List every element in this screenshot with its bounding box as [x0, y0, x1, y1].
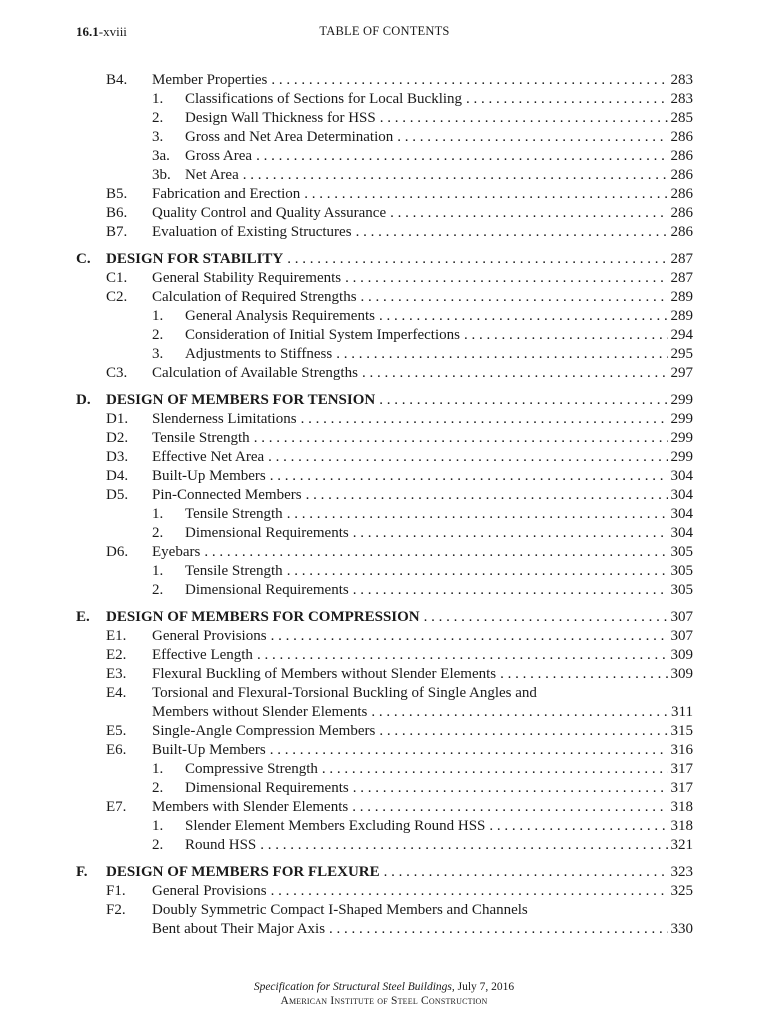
dot-leader — [362, 364, 668, 383]
toc-entry-page: 297 — [670, 365, 693, 381]
toc-entry-line — [152, 722, 693, 741]
toc-entry-label: D4. — [106, 468, 129, 484]
dot-leader — [254, 429, 668, 448]
dot-leader — [306, 486, 668, 505]
toc-entry[interactable] — [0, 109, 768, 128]
toc-entry-line — [185, 345, 693, 364]
toc-entry-title: Member Properties — [152, 72, 268, 88]
toc-entry[interactable] — [0, 204, 768, 223]
toc-entry-line — [152, 269, 693, 288]
toc-entry-page: 286 — [670, 186, 693, 202]
toc-entry-title: Slender Element Members Excluding Round HSS — [185, 818, 486, 834]
toc-entry-line — [106, 863, 693, 882]
toc-entry-page: 315 — [670, 723, 693, 739]
section-number: 16.1 — [76, 24, 99, 39]
toc-entry-label: D3. — [106, 449, 129, 465]
toc-entry-title: Dimensional Requirements — [185, 525, 349, 541]
toc-entry-page: 304 — [670, 468, 693, 484]
toc-entry-label: F. — [76, 864, 88, 880]
dot-leader — [353, 524, 668, 543]
toc-entry-page: 325 — [670, 883, 693, 899]
footer-publication — [0, 980, 768, 994]
toc-entry-page: 318 — [670, 818, 693, 834]
toc-entry[interactable] — [0, 562, 768, 581]
toc-entry[interactable] — [0, 779, 768, 798]
toc-entry-page: 283 — [670, 72, 693, 88]
toc-entry-label: E3. — [106, 666, 127, 682]
toc-entry-title: Built-Up Members — [152, 742, 266, 758]
toc-entry-label: 3. — [152, 346, 164, 362]
toc-entry-line — [152, 798, 693, 817]
toc-entry-line — [152, 627, 693, 646]
toc-entry-title: General Analysis Requirements — [185, 308, 375, 324]
toc-entry[interactable] — [0, 429, 768, 448]
toc-entry-page: 299 — [670, 430, 693, 446]
toc-entry-page: 299 — [670, 411, 693, 427]
toc-entry-line — [185, 166, 693, 185]
toc-entry-line — [152, 364, 693, 383]
toc-entry-line — [106, 250, 693, 269]
toc-entry-title: Round HSS — [185, 837, 257, 853]
dot-leader — [379, 307, 668, 326]
running-header — [76, 24, 693, 42]
dot-leader — [489, 817, 667, 836]
toc-entry-line — [185, 779, 693, 798]
toc-entry[interactable] — [0, 128, 768, 147]
toc-entry-label: E4. — [106, 685, 127, 701]
toc-entry-page: 289 — [670, 308, 693, 324]
toc-entry[interactable] — [0, 147, 768, 166]
toc-entry-line — [152, 646, 693, 665]
toc-entry-page: 286 — [670, 205, 693, 221]
toc-entry-page: 316 — [670, 742, 693, 758]
toc-entry-line — [185, 562, 693, 581]
dot-leader — [329, 920, 667, 939]
toc-entry-page: 286 — [670, 224, 693, 240]
toc-entry-label: 1. — [152, 308, 164, 324]
toc-entry-title: Members without Slender Elements — [152, 704, 368, 720]
toc-entry-title: Slenderness Limitations — [152, 411, 297, 427]
toc-entry[interactable] — [0, 920, 768, 939]
toc-entry-page: 283 — [670, 91, 693, 107]
toc-entry-page: 305 — [670, 582, 693, 598]
toc-entry-title: Gross and Net Area Determination — [185, 129, 394, 145]
toc-entry-line — [185, 581, 693, 600]
toc-entry-label: C2. — [106, 289, 128, 305]
dot-leader — [336, 345, 667, 364]
toc-entry-page: 309 — [670, 666, 693, 682]
dot-leader — [204, 543, 667, 562]
toc-entry-title: Dimensional Requirements — [185, 780, 349, 796]
dot-leader — [379, 391, 667, 410]
toc-entry[interactable] — [0, 90, 768, 109]
toc-entry-title: Gross Area — [185, 148, 253, 164]
toc-entry-title: Design Wall Thickness for HSS — [185, 110, 376, 126]
dot-leader — [345, 269, 667, 288]
toc-entry[interactable] — [0, 307, 768, 326]
dot-leader — [257, 646, 668, 665]
dot-leader — [464, 326, 668, 345]
toc-entry-line — [152, 448, 693, 467]
toc-entry-line — [152, 684, 541, 703]
dot-leader — [256, 147, 667, 166]
toc-entry-line — [152, 223, 693, 242]
toc-entry-title: Tensile Strength — [185, 563, 283, 579]
dot-leader — [384, 863, 668, 882]
toc-entry-title: Effective Length — [152, 647, 253, 663]
toc-entry-label: B5. — [106, 186, 128, 202]
toc-entry-line — [185, 128, 693, 147]
dot-leader — [322, 760, 668, 779]
dot-leader — [260, 836, 667, 855]
toc-entry-line — [152, 204, 693, 223]
toc-entry[interactable] — [0, 71, 768, 90]
toc-entry-title: Evaluation of Existing Structures — [152, 224, 352, 240]
dot-leader — [352, 798, 667, 817]
dot-leader — [268, 448, 667, 467]
toc-entry[interactable] — [0, 627, 768, 646]
toc-entry-line — [152, 901, 532, 920]
dot-leader — [270, 467, 668, 486]
toc-entry-label: E5. — [106, 723, 127, 739]
toc-entry-title: Compressive Strength — [185, 761, 318, 777]
toc-entry-label: 1. — [152, 563, 164, 579]
toc-entry-line — [152, 486, 693, 505]
toc-entry-line — [152, 543, 693, 562]
toc-entry-page: 321 — [670, 837, 693, 853]
toc-entry[interactable] — [0, 364, 768, 383]
dot-leader — [304, 185, 667, 204]
dot-leader — [397, 128, 667, 147]
toc-entry[interactable] — [0, 288, 768, 307]
toc-entry-page: 309 — [670, 647, 693, 663]
toc-entry-page: 295 — [670, 346, 693, 362]
toc-entry-title: Members with Slender Elements — [152, 799, 349, 815]
toc-entry-label: B6. — [106, 205, 128, 221]
toc-entry-line — [152, 288, 693, 307]
toc-entry-line — [106, 391, 693, 410]
toc-entry-label: C3. — [106, 365, 128, 381]
toc-entry-label: 3. — [152, 129, 164, 145]
toc-entry-label: 2. — [152, 780, 164, 796]
toc-entry-line — [152, 882, 693, 901]
toc-entry-line — [185, 817, 693, 836]
toc-entry[interactable] — [0, 684, 768, 703]
header-title: TABLE OF CONTENTS — [319, 24, 450, 38]
toc-entry-title: Doubly Symmetric Compact I-Shaped Members and Channels — [152, 902, 528, 918]
toc-entry-page: 294 — [670, 327, 693, 343]
toc-entry[interactable] — [0, 798, 768, 817]
toc-entry-label: D6. — [106, 544, 129, 560]
toc-entry-label: D5. — [106, 487, 129, 503]
toc-entry-label: E2. — [106, 647, 127, 663]
toc-entry-title: General Stability Requirements — [152, 270, 342, 286]
toc-entry[interactable] — [0, 269, 768, 288]
page-roman: -xviii — [98, 24, 127, 39]
toc-entry-label: 1. — [152, 818, 164, 834]
toc-entry-page: 307 — [670, 609, 693, 625]
dot-leader — [380, 109, 668, 128]
toc-entry-label: 2. — [152, 327, 164, 343]
toc-entry-page: 317 — [670, 761, 693, 777]
dot-leader — [287, 505, 668, 524]
toc-entry-line — [152, 467, 693, 486]
dot-leader — [243, 166, 668, 185]
toc-entry-label: B7. — [106, 224, 128, 240]
toc-entry-label: F2. — [106, 902, 126, 918]
dot-leader — [371, 703, 668, 722]
toc-entry[interactable] — [0, 646, 768, 665]
toc-entry-title: General Provisions — [152, 628, 267, 644]
toc-entry-label: E1. — [106, 628, 127, 644]
toc-entry-title: DESIGN FOR STABILITY — [106, 251, 284, 267]
toc-entry-page: 287 — [670, 251, 693, 267]
toc-entry[interactable] — [0, 863, 768, 882]
toc-entry-page: 299 — [670, 392, 693, 408]
dot-leader — [271, 882, 668, 901]
toc-entry-title: Classifications of Sections for Local Buckling — [185, 91, 463, 107]
toc-entry[interactable] — [0, 608, 768, 627]
footer-organization: American Institute of Steel Construction — [280, 995, 488, 1007]
toc-entry[interactable] — [0, 836, 768, 855]
toc-entry[interactable] — [0, 524, 768, 543]
toc-entry-title: Built-Up Members — [152, 468, 266, 484]
dot-leader — [379, 722, 667, 741]
toc-entry[interactable] — [0, 741, 768, 760]
dot-leader — [287, 562, 668, 581]
toc-entry-title: Quality Control and Quality Assurance — [152, 205, 387, 221]
toc-entry-title: Single-Angle Compression Members — [152, 723, 376, 739]
toc-entry[interactable] — [0, 665, 768, 684]
toc-entry-label: 2. — [152, 837, 164, 853]
toc-entry-title: DESIGN OF MEMBERS FOR FLEXURE — [106, 864, 380, 880]
dot-leader — [361, 288, 668, 307]
toc-entry[interactable] — [0, 722, 768, 741]
toc-entry[interactable] — [0, 326, 768, 345]
toc-entry-title: Tensile Strength — [152, 430, 250, 446]
dot-leader — [356, 223, 668, 242]
toc-entry-label: D. — [76, 392, 91, 408]
dot-leader — [270, 741, 668, 760]
toc-entry[interactable] — [0, 467, 768, 486]
toc-entry-label: E. — [76, 609, 90, 625]
toc-entry-page: 305 — [670, 563, 693, 579]
toc-entry-line — [185, 90, 693, 109]
toc-entry-label: E6. — [106, 742, 127, 758]
toc-entry-line — [152, 741, 693, 760]
toc-entry-line — [185, 524, 693, 543]
toc-entry-line — [152, 665, 693, 684]
toc-entry-title: Torsional and Flexural-Torsional Buckling of Single Angles and — [152, 685, 537, 701]
toc-entry-line — [185, 760, 693, 779]
toc-entry-title: Fabrication and Erection — [152, 186, 301, 202]
page-footer — [0, 980, 768, 1008]
toc-entry-title: Pin-Connected Members — [152, 487, 302, 503]
toc-entry-page: 287 — [670, 270, 693, 286]
toc-entry-line — [185, 109, 693, 128]
toc-entry-label: C. — [76, 251, 91, 267]
toc-entry-title: Flexural Buckling of Members without Slender Elements — [152, 666, 497, 682]
toc-entry-page: 286 — [670, 167, 693, 183]
toc-entry[interactable] — [0, 581, 768, 600]
toc-entry-page: 311 — [671, 704, 693, 720]
dot-leader — [466, 90, 667, 109]
toc-entry-label: 2. — [152, 525, 164, 541]
toc-entry-line — [185, 836, 693, 855]
toc-entry-page: 330 — [670, 921, 693, 937]
toc-entry-line — [185, 147, 693, 166]
toc-entry-line — [185, 307, 693, 326]
toc-entry-page: 304 — [670, 506, 693, 522]
dot-leader — [353, 779, 668, 798]
toc-entry[interactable] — [0, 410, 768, 429]
toc-entry-line — [152, 920, 693, 939]
toc-entry[interactable] — [0, 817, 768, 836]
toc-entry[interactable] — [0, 882, 768, 901]
toc-entry-line — [152, 71, 693, 90]
toc-entry-line — [152, 185, 693, 204]
toc-entry-title: Calculation of Available Strengths — [152, 365, 358, 381]
toc-entry-page: 305 — [670, 544, 693, 560]
toc-entry[interactable] — [0, 391, 768, 410]
toc-entry-line — [106, 608, 693, 627]
footer-date: July 7, 2016 — [454, 981, 515, 993]
toc-entry[interactable] — [0, 166, 768, 185]
toc-entry-title: Tensile Strength — [185, 506, 283, 522]
toc-entry-line — [152, 410, 693, 429]
dot-leader — [287, 250, 667, 269]
toc-entry[interactable] — [0, 250, 768, 269]
toc-entry-page: 304 — [670, 487, 693, 503]
toc-entry-label: 2. — [152, 582, 164, 598]
toc-entry-page: 323 — [670, 864, 693, 880]
toc-entry-line — [152, 429, 693, 448]
toc-entry[interactable] — [0, 703, 768, 722]
toc-entry-line — [185, 505, 693, 524]
toc-entry-page: 286 — [670, 148, 693, 164]
toc-entry-label: 2. — [152, 110, 164, 126]
toc-entry-page: 285 — [670, 110, 693, 126]
toc-entry-title: Consideration of Initial System Imperfections — [185, 327, 460, 343]
toc-entry[interactable] — [0, 760, 768, 779]
toc-entry-title: DESIGN OF MEMBERS FOR TENSION — [106, 392, 376, 408]
toc-entry[interactable] — [0, 505, 768, 524]
toc-entry-line — [185, 326, 693, 345]
toc-entry-label: C1. — [106, 270, 128, 286]
toc-entry-title: Effective Net Area — [152, 449, 265, 465]
toc-entry-page: 289 — [670, 289, 693, 305]
toc-entry-label: 3a. — [152, 148, 170, 164]
toc-entry-page: 286 — [670, 129, 693, 145]
toc-entry-label: B4. — [106, 72, 128, 88]
toc-entry-title: DESIGN OF MEMBERS FOR COMPRESSION — [106, 609, 420, 625]
toc-entry-label: 1. — [152, 761, 164, 777]
dot-leader — [271, 627, 668, 646]
toc-entry-page: 317 — [670, 780, 693, 796]
toc-entry-label: E7. — [106, 799, 127, 815]
toc-entry-title: Bent about Their Major Axis — [152, 921, 326, 937]
toc-entry-title: Adjustments to Stiffness — [185, 346, 333, 362]
dot-leader — [390, 204, 667, 223]
table-of-contents — [0, 71, 768, 939]
toc-entry[interactable] — [0, 345, 768, 364]
toc-entry[interactable] — [0, 448, 768, 467]
dot-leader — [353, 581, 668, 600]
toc-entry[interactable] — [0, 543, 768, 562]
toc-entry[interactable] — [0, 486, 768, 505]
dot-leader — [301, 410, 668, 429]
toc-entry-label: D1. — [106, 411, 129, 427]
toc-entry-title: Dimensional Requirements — [185, 582, 349, 598]
footer-title: Specification for Structural Steel Buildings, — [253, 981, 455, 993]
toc-entry[interactable] — [0, 901, 768, 920]
dot-leader — [271, 71, 667, 90]
toc-entry-title: Net Area — [185, 167, 239, 183]
toc-entry-label: 1. — [152, 506, 164, 522]
dot-leader — [424, 608, 668, 627]
toc-entry-page: 304 — [670, 525, 693, 541]
toc-entry-label: D2. — [106, 430, 129, 446]
toc-entry-line — [152, 703, 693, 722]
toc-entry-page: 318 — [670, 799, 693, 815]
toc-entry[interactable] — [0, 223, 768, 242]
toc-entry-title: Calculation of Required Strengths — [152, 289, 357, 305]
toc-entry-label: F1. — [106, 883, 126, 899]
toc-entry[interactable] — [0, 185, 768, 204]
dot-leader — [500, 665, 667, 684]
toc-entry-title: Eyebars — [152, 544, 201, 560]
toc-entry-title: General Provisions — [152, 883, 267, 899]
toc-entry-page: 307 — [670, 628, 693, 644]
toc-entry-label: 3b. — [152, 167, 171, 183]
toc-entry-label: 1. — [152, 91, 164, 107]
toc-entry-page: 299 — [670, 449, 693, 465]
